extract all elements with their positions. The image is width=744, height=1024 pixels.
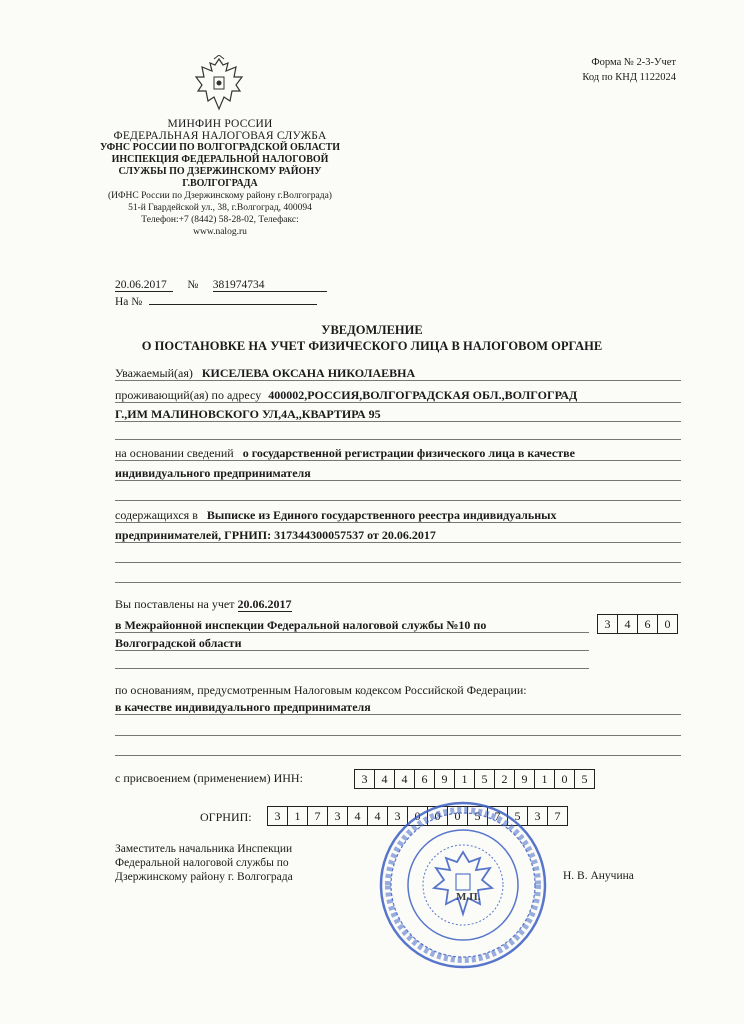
basis-row [115,446,575,461]
address-line2: Г.,ИМ МАЛИНОВСКОГО УЛ,4А,,КВАРТИРА 95 [115,407,381,421]
ogrnip-digit: 0 [427,806,448,826]
signer-line1: Заместитель начальника Инспекции [115,843,293,855]
document-date-number [115,279,327,292]
inn-digit: 0 [554,769,575,789]
code-digit: 6 [637,614,658,634]
ogrnip-digit: 3 [327,806,348,826]
inn-digit: 4 [374,769,395,789]
ogrnip-digit: 7 [547,806,568,826]
inspection-line2: СЛУЖБЫ ПО ДЗЕРЖИНСКОМУ РАЙОНУ [118,166,322,177]
ministry: МИНФИН РОССИИ [167,118,273,130]
inn-digit: 6 [414,769,435,789]
authority-address: 51-й Гвардейской ул., 38, г.Волгоград, 400094 [128,203,312,213]
source-label: содержащихся в [115,508,198,522]
code-digit: 0 [657,614,678,634]
reply-label: На № [115,296,143,308]
ogrnip-digit: 7 [307,806,328,826]
registration-label: Вы поставлены на учет [115,597,235,611]
registration-org2: Волгоградской области [115,636,242,650]
inn-digit: 1 [534,769,555,789]
ogrnip-digit: 3 [267,806,288,826]
inspection-line3: Г.ВОЛГОГРАДА [182,178,258,189]
basis-text1: о государственной регистрации физического лица в качестве [242,446,575,460]
ogrnip-digit: 0 [407,806,428,826]
inspection-line1: ИНСПЕКЦИЯ ФЕДЕРАЛЬНОЙ НАЛОГОВОЙ [111,154,329,165]
document-number: 381974734 [213,279,327,292]
ogrnip-digit: 5 [467,806,488,826]
signer-line2: Федеральной налоговой службы по [115,857,289,869]
number-label: № [187,279,199,291]
source-row [115,508,557,523]
basis-label: на основании сведений [115,446,234,460]
registration-org1: в Межрайонной инспекции Федеральной налоговой службы №10 по [115,618,487,632]
tax-office-code [598,614,678,634]
reply-number-field [149,292,317,305]
code-digit: 4 [617,614,638,634]
signer-line3: Дзержинскому району г. Волгограда [115,871,293,883]
ogrnip-digit: 0 [447,806,468,826]
inn-cells [355,769,595,789]
registration-date: 20.06.2017 [237,597,292,611]
ogrnip-digit: 3 [527,806,548,826]
official-seal-icon [378,800,548,970]
address-line1: 400002,РОССИЯ,ВОЛГОГРАДСКАЯ ОБЛ.,ВОЛГОГРАД [268,388,578,402]
inn-digit: 4 [394,769,415,789]
grounds-label: по основаниям, предусмотренным Налоговым кодексом Российской Федерации: [115,683,527,697]
ogrnip-digit: 5 [507,806,528,826]
ogrnip-digit: 7 [487,806,508,826]
source-text2: предпринимателей, ГРНИП: 317344300057537 от 20.06.2017 [115,528,436,542]
authority-header [95,118,345,238]
inn-digit: 3 [354,769,375,789]
stamp-mp: М.П. [456,891,481,903]
inn-digit: 5 [574,769,595,789]
address-label: проживающий(ая) по адресу [115,388,262,402]
source-text1: Выписке из Единого государственного реестра индивидуальных [206,508,557,522]
signer-name: Н. В. Анучина [563,870,634,882]
registration-row [115,597,292,612]
signer-title [115,842,293,884]
ogrnip-digit: 1 [287,806,308,826]
ogrnip-digit: 4 [367,806,388,826]
grounds-text: в качестве индивидуального предпринимателя [115,700,371,714]
form-code [582,55,676,85]
knd-code: Код по КНД 1122024 [582,72,676,83]
greeting-label: Уважаемый(ая) [115,366,193,380]
inn-label: с присвоением (применением) ИНН: [115,771,303,785]
inn-digit: 1 [454,769,475,789]
code-digit: 3 [597,614,618,634]
basis-text2: индивидуального предпринимателя [115,466,311,480]
ogrnip-digit: 3 [387,806,408,826]
inn-digit: 2 [494,769,515,789]
authority-phone: Телефон:+7 (8442) 58-28-02, Телефакс: [141,215,299,225]
ufns-name: УФНС РОССИИ ПО ВОЛГОГРАДСКОЙ ОБЛАСТИ [99,142,341,153]
person-name: КИСЕЛЕВА ОКСАНА НИКОЛАЕВНА [201,366,416,380]
document-subtitle: О ПОСТАНОВКЕ НА УЧЕТ ФИЗИЧЕСКОГО ЛИЦА В НАЛОГОВОМ ОРГАНЕ [141,339,603,353]
ogrnip-digit: 4 [347,806,368,826]
inn-digit: 9 [434,769,455,789]
address-row [115,388,577,403]
authority-site: www.nalog.ru [193,227,247,237]
inn-digit: 5 [474,769,495,789]
inn-digit: 9 [514,769,535,789]
document-date: 20.06.2017 [115,279,173,292]
reply-reference [115,292,317,308]
form-number: Форма № 2-3-Учет [591,57,676,68]
greeting-row [115,366,415,381]
service-name: ФЕДЕРАЛЬНАЯ НАЛОГОВАЯ СЛУЖБА [113,130,327,142]
ifns-name: (ИФНС России по Дзержинскому району г.Волгограда) [108,191,332,201]
document-title: УВЕДОМЛЕНИЕ [321,323,423,337]
coat-of-arms-icon [190,55,248,113]
ogrnip-label: ОГРНИП: [200,810,252,824]
